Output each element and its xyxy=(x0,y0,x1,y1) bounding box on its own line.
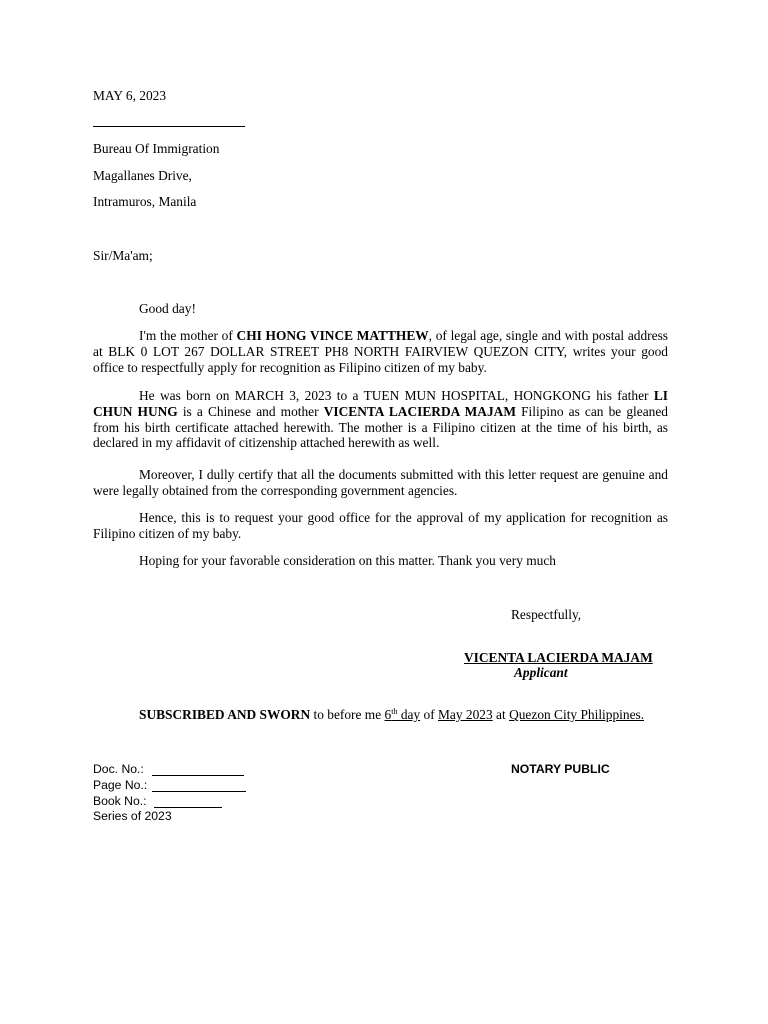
paragraph-5 xyxy=(93,553,668,569)
child-name: CHI HONG VINCE MATTHEW xyxy=(236,328,429,343)
signatory-role: Applicant xyxy=(514,665,568,680)
recipient-line-1: Bureau Of Immigration xyxy=(93,141,220,156)
father-name: LI CHUN HUNG xyxy=(93,388,668,419)
paragraph-3 xyxy=(93,467,668,499)
letter-date: MAY 6, 2023 xyxy=(93,88,167,103)
jurat-day xyxy=(385,707,421,722)
page-no-line xyxy=(152,791,246,792)
jurat-month-year: May 2023 xyxy=(438,707,493,722)
jurat-day-suffix: th xyxy=(391,707,398,716)
para3-text: Moreover, I dully certify that all the documents submitted with this letter request are genuine and were legally obtained from the corresponding government agencies. xyxy=(93,467,668,498)
para5-text: Hoping for your favorable consideration on this matter. Thank you very much xyxy=(139,553,556,568)
jurat-day-number: 6 xyxy=(384,707,392,722)
recipient-line-3: Intramuros, Manila xyxy=(93,194,197,209)
paragraph-2 xyxy=(93,388,668,451)
signature-line xyxy=(93,126,245,127)
page-no-label: Page No.: xyxy=(93,778,148,792)
series-label: Series of 2023 xyxy=(93,809,172,823)
para1-text-a: I'm the mother of xyxy=(139,328,237,343)
greeting: Good day! xyxy=(139,301,196,316)
jurat-bold: SUBSCRIBED AND SWORN xyxy=(139,707,311,722)
recipient-line-2: Magallanes Drive, xyxy=(93,168,192,183)
closing: Respectfully, xyxy=(511,607,582,622)
jurat-day-word: day xyxy=(397,707,421,722)
book-no-label: Book No.: xyxy=(93,794,147,808)
notary-public-label: NOTARY PUBLIC xyxy=(511,762,610,776)
para1-text-b: , of legal age, single and with postal address at BLK 0 LOT 267 DOLLAR STREET PH8 NORTH FAIRVIEW QUEZON CITY, writes your good office to respectfully apply for recognition as Filipino citizen of my baby. xyxy=(93,328,668,375)
jurat-place: Quezon City Philippines. xyxy=(509,707,645,722)
para4-text: Hence, this is to request your good office for the approval of my application for recognition as Filipino citizen of my baby. xyxy=(93,510,668,541)
paragraph-1 xyxy=(93,328,668,375)
para2-text-c: Filipino as can be gleaned from his birth certificate attached herewith. The mother is a Filipino citizen at the time of his birth, as declared in my affidavit of citizenship attached herewith as well. xyxy=(93,403,668,451)
para2-text-a: He was born on MARCH 3, 2023 to a TUEN MUN HOSPITAL, HONGKONG his father xyxy=(139,388,654,403)
paragraph-4 xyxy=(93,510,668,542)
signatory-name: VICENTA LACIERDA MAJAM xyxy=(464,650,653,665)
salutation: Sir/Ma'am; xyxy=(93,248,153,263)
doc-no-line xyxy=(152,775,244,776)
doc-no-label: Doc. No.: xyxy=(93,762,144,776)
mother-name: VICENTA LACIERDA MAJAM xyxy=(323,403,516,419)
para2-text-b: is a Chinese and mother xyxy=(177,403,324,419)
jurat-text-1: to before me xyxy=(310,707,385,722)
jurat-text-3: at xyxy=(492,707,510,722)
jurat-text-2: of xyxy=(420,707,439,722)
jurat xyxy=(139,707,644,723)
